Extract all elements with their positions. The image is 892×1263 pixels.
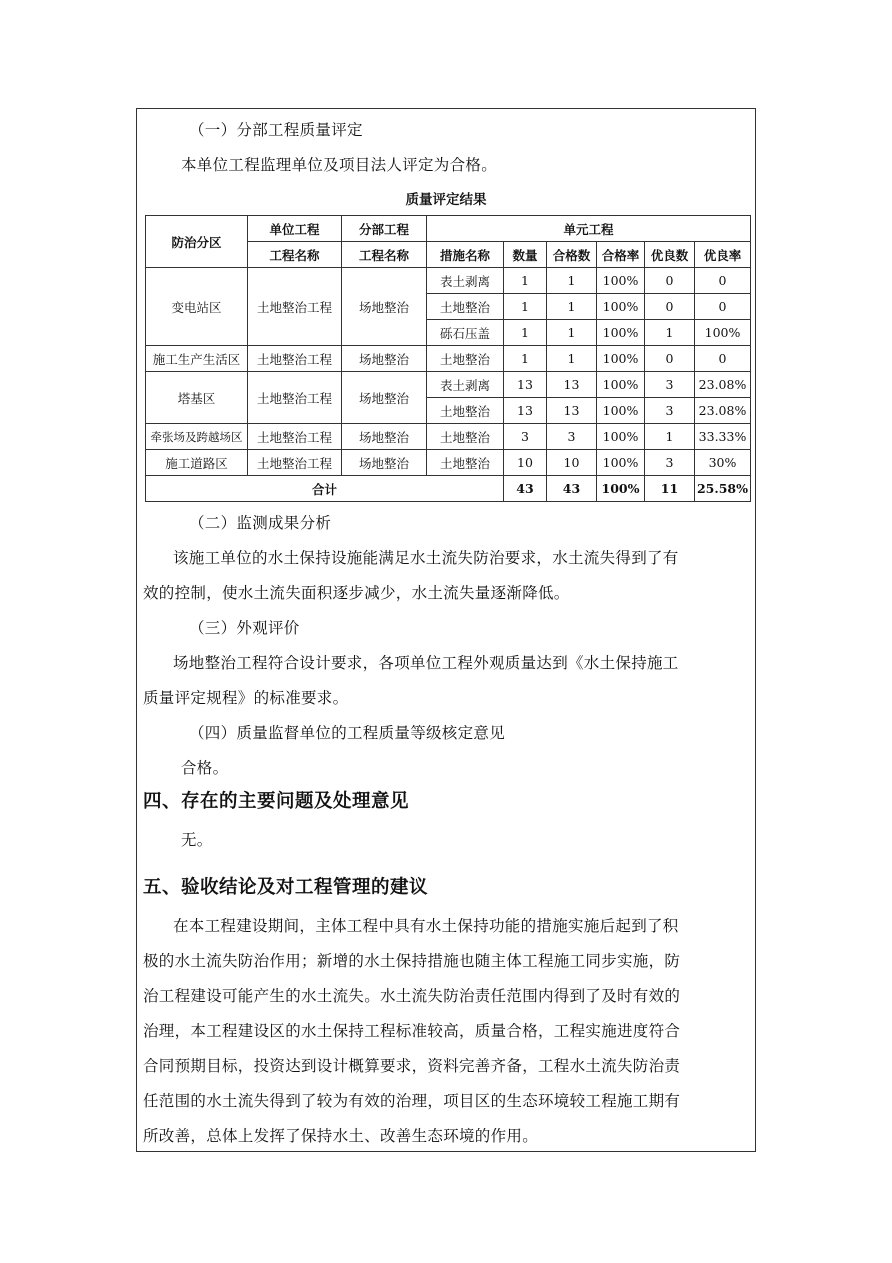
header-project-name: 工程名称 bbox=[248, 242, 342, 268]
total-excellent: 11 bbox=[645, 476, 695, 502]
count-cell: 10 bbox=[504, 450, 547, 476]
excellent-cell: 1 bbox=[645, 320, 695, 346]
unit-cell: 土地整治工程 bbox=[248, 450, 342, 476]
header-excellent: 优良数 bbox=[645, 242, 695, 268]
table-row bbox=[146, 372, 751, 398]
header-qualified-rate: 合格率 bbox=[597, 242, 645, 268]
sub-cell: 场地整治 bbox=[342, 346, 427, 372]
count-cell: 1 bbox=[504, 320, 547, 346]
qualified-cell: 1 bbox=[547, 346, 597, 372]
excellent-cell: 3 bbox=[645, 372, 695, 398]
rate-cell: 100% bbox=[597, 424, 645, 450]
measure-cell: 表土剥离 bbox=[427, 268, 504, 294]
excellent-rate-cell: 100% bbox=[695, 320, 751, 346]
excellent-rate-cell: 0 bbox=[695, 346, 751, 372]
part-5-line-2: 极的水土流失防治作用；新增的水土保持措施也随主体工程施工同步实施，防 bbox=[143, 952, 681, 970]
header-zone: 防治分区 bbox=[146, 216, 248, 268]
part-5-line-4: 治理，本工程建设区的水土保持工程标准较高，质量合格，工程实施进度符合 bbox=[143, 1022, 681, 1040]
header-sub-project: 分部工程 bbox=[342, 216, 427, 242]
excellent-cell: 0 bbox=[645, 294, 695, 320]
qualified-cell: 1 bbox=[547, 268, 597, 294]
measure-cell: 土地整治 bbox=[427, 294, 504, 320]
header-sub-name: 工程名称 bbox=[342, 242, 427, 268]
zone-cell: 施工生产生活区 bbox=[146, 346, 248, 372]
section-2-heading: （二）监测成果分析 bbox=[189, 514, 332, 532]
table-row bbox=[146, 346, 751, 372]
count-cell: 13 bbox=[504, 372, 547, 398]
sub-cell: 场地整治 bbox=[342, 372, 427, 424]
excellent-cell: 3 bbox=[645, 398, 695, 424]
part-4-text: 无。 bbox=[181, 831, 213, 849]
part-4-heading: 四、存在的主要问题及处理意见 bbox=[143, 791, 410, 812]
table-row bbox=[146, 268, 751, 294]
section-2-line-2: 效的控制，使水土流失面积逐步减少，水土流失量逐渐降低。 bbox=[143, 584, 570, 602]
excellent-rate-cell: 0 bbox=[695, 268, 751, 294]
rate-cell: 100% bbox=[597, 294, 645, 320]
table-caption: 质量评定结果 bbox=[405, 192, 487, 208]
count-cell: 1 bbox=[504, 294, 547, 320]
section-2-line-1: 该施工单位的水土保持设施能满足水土流失防治要求，水土流失得到了有 bbox=[173, 549, 679, 567]
excellent-rate-cell: 23.08% bbox=[695, 372, 751, 398]
zone-cell: 塔基区 bbox=[146, 372, 248, 424]
header-unit-project: 单位工程 bbox=[248, 216, 342, 242]
section-3-line-1: 场地整治工程符合设计要求，各项单位工程外观质量达到《水土保持施工 bbox=[173, 654, 679, 672]
rate-cell: 100% bbox=[597, 398, 645, 424]
sub-cell: 场地整治 bbox=[342, 268, 427, 346]
unit-cell: 土地整治工程 bbox=[248, 372, 342, 424]
section-4-heading: （四）质量监督单位的工程质量等级核定意见 bbox=[189, 724, 506, 742]
header-qualified: 合格数 bbox=[547, 242, 597, 268]
excellent-rate-cell: 30% bbox=[695, 450, 751, 476]
qualified-cell: 13 bbox=[547, 398, 597, 424]
part-5-line-7: 所改善，总体上发挥了保持水土、改善生态环境的作用。 bbox=[143, 1127, 539, 1145]
zone-cell: 牵张场及跨越场区 bbox=[146, 424, 248, 450]
total-rate: 100% bbox=[597, 476, 645, 502]
measure-cell: 土地整治 bbox=[427, 450, 504, 476]
excellent-cell: 1 bbox=[645, 424, 695, 450]
table-row bbox=[146, 450, 751, 476]
unit-cell: 土地整治工程 bbox=[248, 346, 342, 372]
section-3-heading: （三）外观评价 bbox=[189, 619, 300, 637]
count-cell: 1 bbox=[504, 346, 547, 372]
rate-cell: 100% bbox=[597, 450, 645, 476]
sub-cell: 场地整治 bbox=[342, 424, 427, 450]
total-excellent-rate: 25.58% bbox=[695, 476, 751, 502]
rate-cell: 100% bbox=[597, 268, 645, 294]
excellent-cell: 0 bbox=[645, 346, 695, 372]
part-5-line-5: 合同预期目标，投资达到设计概算要求，资料完善齐备，工程水土流失防治责 bbox=[143, 1057, 681, 1075]
section-3-line-2: 质量评定规程》的标准要求。 bbox=[143, 689, 349, 707]
part-5-line-1: 在本工程建设期间，主体工程中具有水土保持功能的措施实施后起到了积 bbox=[173, 917, 679, 935]
rate-cell: 100% bbox=[597, 346, 645, 372]
total-row bbox=[146, 476, 751, 502]
rate-cell: 100% bbox=[597, 320, 645, 346]
header-element-project: 单元工程 bbox=[427, 216, 751, 242]
section-4-text: 合格。 bbox=[181, 759, 229, 777]
quality-table bbox=[145, 215, 751, 502]
measure-cell: 砾石压盖 bbox=[427, 320, 504, 346]
zone-cell: 变电站区 bbox=[146, 268, 248, 346]
qualified-cell: 13 bbox=[547, 372, 597, 398]
part-5-line-6: 任范围的水土流失得到了较为有效的治理，项目区的生态环境较工程施工期有 bbox=[143, 1092, 681, 1110]
header-count: 数量 bbox=[504, 242, 547, 268]
unit-cell: 土地整治工程 bbox=[248, 424, 342, 450]
qualified-cell: 10 bbox=[547, 450, 597, 476]
count-cell: 1 bbox=[504, 268, 547, 294]
section-1-text: 本单位工程监理单位及项目法人评定为合格。 bbox=[181, 156, 498, 174]
measure-cell: 土地整治 bbox=[427, 346, 504, 372]
zone-cell: 施工道路区 bbox=[146, 450, 248, 476]
excellent-rate-cell: 33.33% bbox=[695, 424, 751, 450]
sub-cell: 场地整治 bbox=[342, 450, 427, 476]
table-row bbox=[146, 424, 751, 450]
header-measure: 措施名称 bbox=[427, 242, 504, 268]
excellent-rate-cell: 23.08% bbox=[695, 398, 751, 424]
excellent-rate-cell: 0 bbox=[695, 294, 751, 320]
unit-cell: 土地整治工程 bbox=[248, 268, 342, 346]
total-label: 合计 bbox=[146, 476, 504, 502]
total-qualified: 43 bbox=[547, 476, 597, 502]
qualified-cell: 1 bbox=[547, 294, 597, 320]
section-1-heading: （一）分部工程质量评定 bbox=[189, 121, 363, 139]
measure-cell: 土地整治 bbox=[427, 398, 504, 424]
qualified-cell: 1 bbox=[547, 320, 597, 346]
qualified-cell: 3 bbox=[547, 424, 597, 450]
rate-cell: 100% bbox=[597, 372, 645, 398]
part-5-heading: 五、验收结论及对工程管理的建议 bbox=[143, 877, 429, 898]
header-excellent-rate: 优良率 bbox=[695, 242, 751, 268]
document-frame bbox=[136, 108, 756, 1152]
count-cell: 3 bbox=[504, 424, 547, 450]
measure-cell: 土地整治 bbox=[427, 424, 504, 450]
total-count: 43 bbox=[504, 476, 547, 502]
count-cell: 13 bbox=[504, 398, 547, 424]
part-5-line-3: 治工程建设可能产生的水土流失。水土流失防治责任范围内得到了及时有效的 bbox=[143, 987, 681, 1005]
excellent-cell: 0 bbox=[645, 268, 695, 294]
measure-cell: 表土剥离 bbox=[427, 372, 504, 398]
excellent-cell: 3 bbox=[645, 450, 695, 476]
